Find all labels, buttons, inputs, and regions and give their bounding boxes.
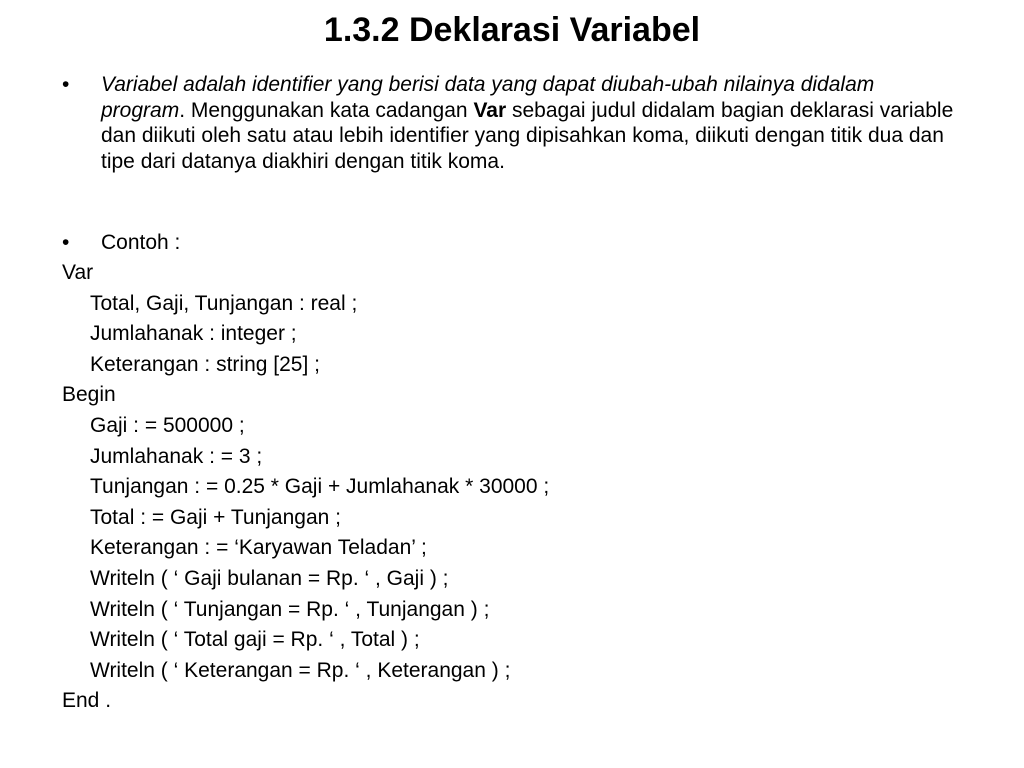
definition-keyword: Var xyxy=(473,98,507,122)
code-line: Begin xyxy=(62,383,116,407)
code-line: Writeln ( ‘ Total gaji = Rp. ‘ , Total ) ; xyxy=(90,628,420,652)
code-line: Jumlahanak : integer ; xyxy=(90,322,297,346)
code-line: Jumlahanak : = 3 ; xyxy=(90,444,263,468)
bullet-marker: • xyxy=(62,73,70,96)
code-line: Gaji : = 500000 ; xyxy=(90,413,245,437)
code-line: Total, Gaji, Tunjangan : real ; xyxy=(90,291,358,315)
code-line: Writeln ( ‘ Tunjangan = Rp. ‘ , Tunjangan ) ; xyxy=(90,597,490,621)
code-line: Writeln ( ‘ Keterangan = Rp. ‘ , Keterangan ) ; xyxy=(90,658,511,682)
code-line: Var xyxy=(62,261,94,284)
bullet-definition xyxy=(62,72,962,174)
bullet-marker: • xyxy=(62,231,70,254)
bullet-example xyxy=(62,230,962,256)
code-line: Tunjangan : = 0.25 * Gaji + Jumlahanak * 30000 ; xyxy=(90,475,550,499)
bullet-definition-text xyxy=(101,72,962,174)
code-example xyxy=(62,258,962,717)
bullet-example-label: Contoh : xyxy=(101,231,181,254)
definition-text-part: . Menggunakan kata cadangan xyxy=(179,98,474,122)
code-line: Total : = Gaji + Tunjangan ; xyxy=(90,505,341,529)
definition-italic-text: Variabel adalah identifier yang berisi data yang dapat diubah-ubah nilainya didalam program xyxy=(101,73,875,122)
code-line: Writeln ( ‘ Gaji bulanan = Rp. ‘ , Gaji ) ; xyxy=(90,566,449,590)
slide-title: 1.3.2 Deklarasi Variabel xyxy=(323,11,701,49)
code-line: Keterangan : = ‘Karyawan Teladan’ ; xyxy=(90,536,427,560)
code-line: End . xyxy=(62,689,112,713)
definition-text-rest: sebagai judul didalam bagian deklarasi variable dan diikuti oleh satu atau lebih identifier yang dipisahkan koma, diikuti dengan titik dua dan tipe dari datanya diakhiri dengan titik koma. xyxy=(101,98,954,173)
code-line: Keterangan : string [25] ; xyxy=(90,352,320,376)
